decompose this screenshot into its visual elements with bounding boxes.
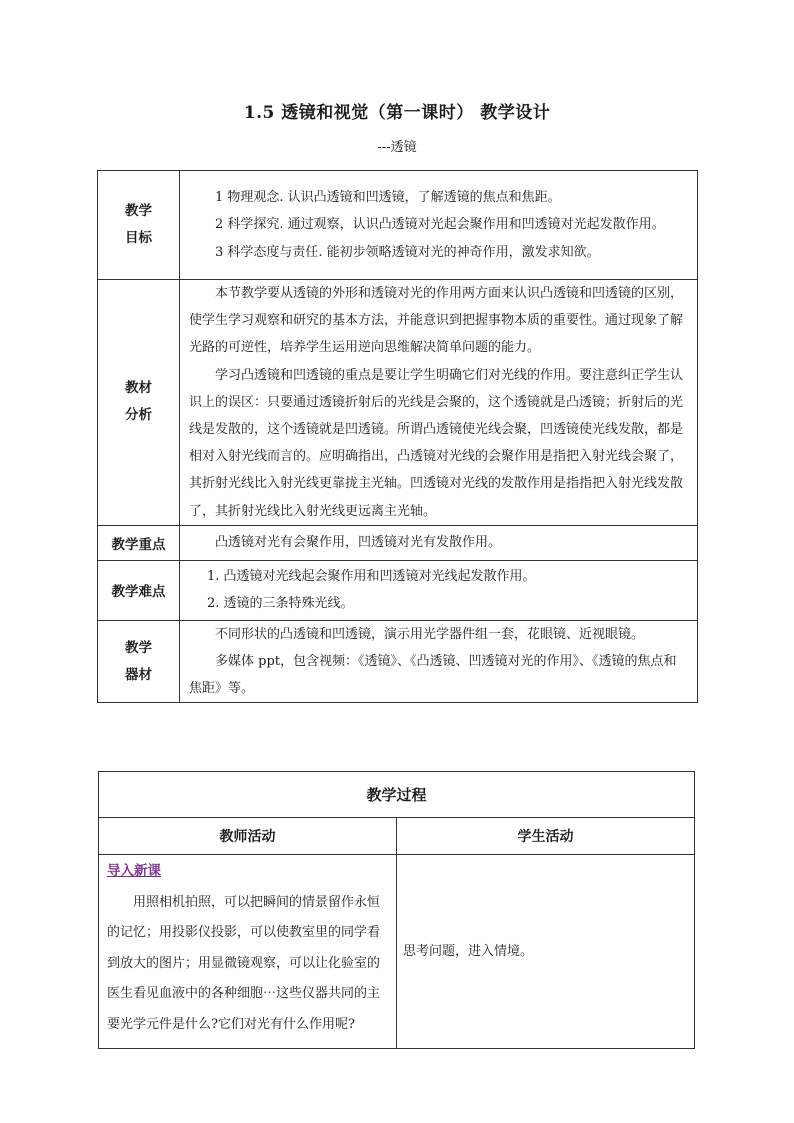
teacher-activity-text: 用照相机拍照，可以把瞬间的情景留作永恒的记忆；用投影仪投影，可以使教室里的同学看到放大的图片；用显微镜观察，可以让化验室的医生看见血液中的各种细胞⋯这些仪器共同的主要光学元件是什么?它们对光有什么作用呢? [107, 894, 381, 1032]
analysis-label: 教材 分析 [98, 280, 180, 526]
materials-paragraph: 不同形状的凸透镜和凹透镜，演示用光学器件组一套，花眼镜、近视眼镜。 [215, 626, 645, 642]
process-column-row [99, 818, 695, 855]
process-header-row [99, 772, 695, 818]
goal-item: 2 科学探究. 通过观察，认识凸透镜对光起会聚作用和凹透镜对光起发散作用。 [215, 217, 665, 233]
analysis-paragraph: 本节教学要从透镜的外形和透镜对光的作用两方面来认识凸透镜和凹透镜的区别，使学生学习观察和研究的基本方法，并能意识到把握事物本质的重要性。通过现象了解光路的可逆性，培养学生运用逆向思维解决简单问题的能力。 [189, 286, 684, 356]
goals-row [98, 171, 698, 280]
analysis-paragraph: 学习凸透镜和凹透镜的重点是要让学生明确它们对光线的作用。要注意纠正学生认识上的误区：只要通过透镜折射后的光线是会聚的，这个透镜就是凸透镜；折射后的光线是发散的，这个透镜就是凹透镜。所谓凸透镜使光线会聚，凹透镜使光线发散，都是相对入射光线而言的。应明确指出，凸透镜对光线的会聚作用是指把入射光线会聚了，其折射光线比入射光线更靠拢主光轴。凹透镜对光线的发散作用是指指把入射光线发散了，其折射光线比入射光线更远离主光轴。 [189, 367, 684, 519]
goal-item: 3 科学态度与责任. 能初步领略透镜对光的神奇作用，激发求知欲。 [215, 244, 600, 260]
goals-label: 教学 目标 [98, 171, 180, 280]
teacher-activity [99, 855, 397, 1049]
difficulty-item: 2. 透镜的三条特殊光线。 [207, 596, 354, 612]
key-points-label: 教学重点 [98, 525, 180, 560]
process-table [98, 771, 695, 1049]
section-label-intro: 导入新课 [107, 863, 161, 879]
document-subtitle: ---透镜 [377, 140, 417, 155]
goals-content [180, 171, 698, 280]
analysis-content [180, 280, 698, 526]
teacher-column-header: 教师活动 [99, 818, 397, 855]
student-column-header: 学生活动 [397, 818, 695, 855]
goal-item: 1 物理观念. 认识凸透镜和凹透镜，了解透镜的焦点和焦距。 [215, 190, 561, 206]
difficulty-item: 1. 凸透镜对光线起会聚作用和凹透镜对光线起发散作用。 [207, 569, 536, 585]
document-title: 1.5 透镜和视觉（第一课时） 教学设计 [243, 103, 551, 123]
intro-row [99, 855, 695, 1049]
design-table [97, 170, 698, 703]
materials-content [180, 620, 698, 703]
materials-paragraph: 多媒体 ppt，包含视频：《透镜》、《凸透镜、凹透镜对光的作用》、《透镜的焦点和焦距》等。 [189, 654, 677, 697]
key-points-content: 凸透镜对光有会聚作用，凹透镜对光有发散作用。 [180, 525, 698, 560]
materials-label: 教学 器材 [98, 620, 180, 703]
difficulties-label: 教学难点 [98, 560, 180, 620]
student-activity: 思考问题，进入情境。 [397, 855, 695, 1049]
difficulties-content [180, 560, 698, 620]
difficulties-row [98, 560, 698, 620]
analysis-row [98, 280, 698, 526]
materials-row [98, 620, 698, 703]
process-header: 教学过程 [99, 772, 695, 818]
key-points-row [98, 525, 698, 560]
